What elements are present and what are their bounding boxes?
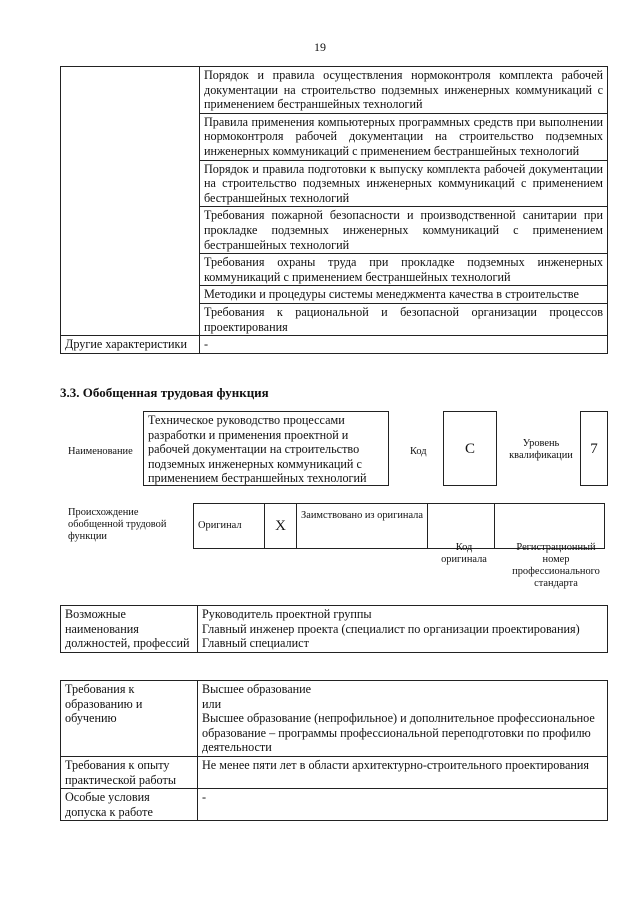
- requirements-table: [60, 680, 608, 821]
- code-value: C: [443, 411, 497, 486]
- origin-label: Происхождение обобщенной трудовой функции: [68, 507, 167, 542]
- knowledge-item: Правила применения компьютерных программных средств при выполнении нормоконтроля рабочей документации на строительство подземных инженерных коммуникаций с применением бестраншейных технологий: [200, 113, 608, 160]
- code-label: Код: [410, 446, 427, 457]
- code-original-caption: Код оригинала: [441, 542, 487, 565]
- education-label: Требования к образованию и обучению: [61, 681, 198, 757]
- page-number: 19: [314, 40, 326, 54]
- education-line: Высшее образование: [202, 682, 312, 696]
- education-line: или: [202, 696, 222, 711]
- special-conditions-label: Особые условия допуска к работе: [61, 789, 198, 821]
- knowledge-item: Требования пожарной безопасности и производственной санитарии при прокладке подземных инженерных коммуникаций с применением бестраншейных технологий: [200, 207, 608, 254]
- knowledge-item: Требования охраны труда при прокладке подземных инженерных коммуникаций с применением бестраншейных технологий: [200, 254, 608, 286]
- name-label: Наименование: [68, 446, 133, 457]
- knowledge-table: [60, 66, 608, 354]
- knowledge-item: Порядок и правила подготовки к выпуску комплекта рабочей документации на строительство подземных инженерных коммуникаций с применением бестраншейных технологий: [200, 160, 608, 207]
- qualification-level-label: Уровень квалификации: [509, 438, 573, 461]
- other-characteristics-label: Другие характеристики: [61, 336, 200, 354]
- original-mark: X: [265, 504, 297, 549]
- qualification-level-value: 7: [580, 411, 608, 486]
- education-line: Высшее образование (непрофильное) и дополнительное профессиональное образование – программы профессиональной переподготовки по профилю деятельности: [202, 711, 595, 755]
- position-item: Руководитель проектной группы: [202, 607, 372, 621]
- original-label: Оригинал: [194, 504, 265, 549]
- reg-number-caption: Регистрационный номер профессионального стандарта: [512, 542, 600, 589]
- position-item: Главный специалист: [202, 636, 309, 651]
- positions-label: Возможные наименования должностей, профессий: [61, 606, 198, 653]
- education-value: [198, 681, 608, 757]
- section-title: 3.3. Обобщенная трудовая функция: [60, 385, 269, 400]
- experience-label: Требования к опыту практической работы: [61, 756, 198, 788]
- function-name: Техническое руководство процессами разработки и применения проектной и рабочей документации на строительство подземных инженерных коммуникаций с применением бестраншейных технологий: [143, 411, 389, 486]
- other-characteristics-value: -: [200, 336, 608, 354]
- positions-list: [198, 606, 608, 653]
- empty-label-cell: [61, 67, 200, 336]
- borrowed-label: Заимствовано из оригинала: [297, 504, 428, 549]
- knowledge-item: Порядок и правила осуществления нормоконтроля комплекта рабочей документации на строительство подземных инженерных коммуникаций с применением бестраншейных технологий: [200, 67, 608, 114]
- knowledge-item: Методики и процедуры системы менеджмента качества в строительстве: [200, 286, 608, 304]
- special-conditions-value: -: [198, 789, 608, 821]
- positions-table: [60, 605, 608, 653]
- experience-value: Не менее пяти лет в области архитектурно-строительного проектирования: [198, 756, 608, 788]
- position-item: Главный инженер проекта (специалист по организации проектирования): [202, 621, 580, 636]
- knowledge-item: Требования к рациональной и безопасной организации процессов проектирования: [200, 303, 608, 335]
